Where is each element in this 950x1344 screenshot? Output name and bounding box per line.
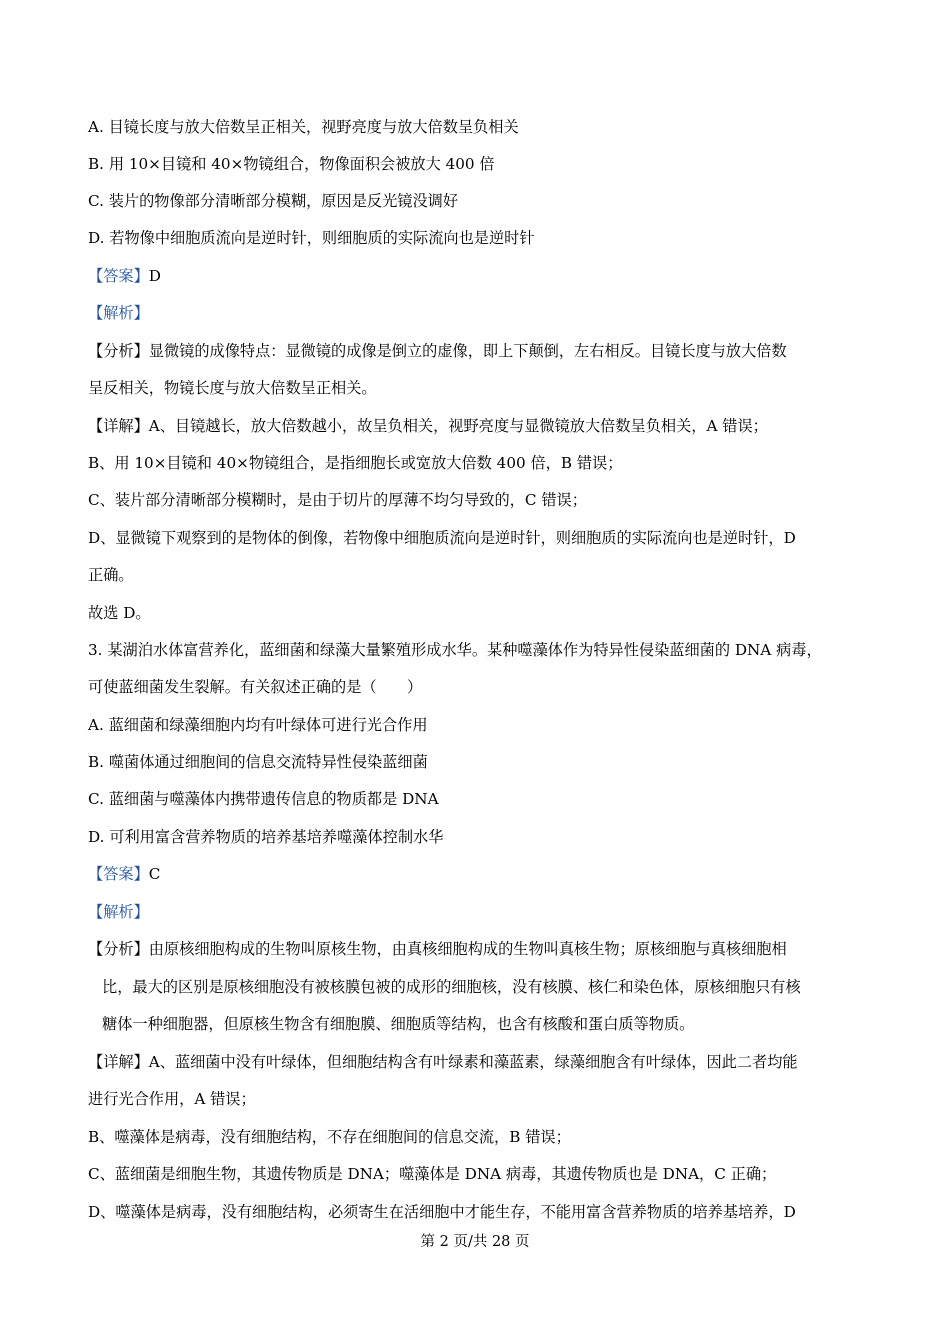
q3-option-b: B. 噬菌体通过细胞间的信息交流特异性侵染蓝细菌	[88, 753, 428, 771]
q2-jiexi-tag: 【解析】	[88, 304, 149, 322]
answer-value: D	[148, 267, 161, 285]
answer-tag: 【答案】	[88, 267, 149, 285]
q3-fenxi	[88, 939, 787, 959]
fenxi-tag: 【分析】	[88, 940, 149, 958]
q2-option-b: B. 用 10×目镜和 40×物镜组合，物像面积会被放大 400 倍	[88, 155, 495, 173]
fenxi-tag: 【分析】	[88, 342, 149, 360]
q3-xiangjie-line: 进行光合作用，A 错误；	[88, 1090, 256, 1108]
q3-option-c: C. 蓝细菌与噬藻体内携带遗传信息的物质都是 DNA	[88, 790, 439, 808]
q2-option-a: A. 目镜长度与放大倍数呈正相关，视野亮度与放大倍数呈负相关	[88, 118, 519, 136]
q2-fenxi	[88, 341, 787, 361]
xiangjie-text: A、目镜越长，放大倍数越小，故呈负相关，视野亮度与显微镜放大倍数呈负相关，A 错误；	[148, 417, 768, 435]
fenxi-text: 显微镜的成像特点：显微镜的成像是倒立的虚像，即上下颠倒，左右相反。目镜长度与放大倍数	[148, 342, 787, 360]
q3-xiangjie-line: B、噬藻体是病毒，没有细胞结构，不存在细胞间的信息交流，B 错误；	[88, 1128, 571, 1146]
q2-xiangjie-line: C、装片部分清晰部分模糊时，是由于切片的厚薄不均匀导致的，C 错误；	[88, 491, 587, 509]
q3-jiexi-tag: 【解析】	[88, 903, 149, 921]
q2-xiangjie-line: D、显微镜下观察到的是物体的倒像，若物像中细胞质流向是逆时针，则细胞质的实际流向也是逆时针，D	[88, 529, 796, 547]
q3-xiangjie-line: C、蓝细菌是细胞生物，其遗传物质是 DNA；噬藻体是 DNA 病毒，其遗传物质也是 DNA，C 正确；	[88, 1165, 777, 1183]
q2-fenxi-line: 呈反相关，物镜长度与放大倍数呈正相关。	[88, 379, 377, 397]
fenxi-text: 由原核细胞构成的生物叫原核生物，由真核细胞构成的生物叫真核生物；原核细胞与真核细胞相	[148, 940, 787, 958]
q2-option-d: D. 若物像中细胞质流向是逆时针，则细胞质的实际流向也是逆时针	[88, 229, 535, 247]
q3-answer	[88, 864, 160, 884]
xiangjie-tag: 【详解】	[88, 417, 149, 435]
q3-xiangjie-line: D、噬藻体是病毒，没有细胞结构，必须寄生在活细胞中才能生存，不能用富含营养物质的培养基培养，D	[88, 1203, 796, 1221]
xiangjie-tag: 【详解】	[88, 1053, 149, 1071]
q3-stem: 3. 某湖泊水体富营养化，蓝细菌和绿藻大量繁殖形成水华。某种噬藻体作为特异性侵染蓝细菌的 DNA 病毒，	[88, 641, 822, 659]
q3-fenxi-line: 糖体一种细胞器，但原核生物含有细胞膜、细胞质等结构，也含有核酸和蛋白质等物质。	[102, 1015, 695, 1033]
q2-xiangjie	[88, 416, 768, 436]
q3-fenxi-line: 比，最大的区别是原核细胞没有被核膜包被的成形的细胞核，没有核膜、核仁和染色体，原核细胞只有核	[102, 978, 801, 996]
q2-conclusion: 故选 D。	[88, 604, 151, 622]
q2-option-c: C. 装片的物像部分清晰部分模糊，原因是反光镜没调好	[88, 192, 459, 210]
q2-xiangjie-line: 正确。	[88, 566, 134, 584]
page-number-footer: 第 2 页/共 28 页	[420, 1234, 530, 1250]
q3-option-d: D. 可利用富含营养物质的培养基培养噬藻体控制水华	[88, 828, 444, 846]
xiangjie-text: A、蓝细菌中没有叶绿体，但细胞结构含有叶绿素和藻蓝素，绿藻细胞含有叶绿体，因此二者均能	[148, 1053, 798, 1071]
q3-stem-line: 可使蓝细菌发生裂解。有关叙述正确的是（ ）	[88, 678, 423, 696]
answer-value: C	[148, 865, 161, 883]
answer-tag: 【答案】	[88, 865, 149, 883]
q2-answer	[88, 266, 161, 286]
q2-xiangjie-line: B、用 10×目镜和 40×物镜组合，是指细胞长或宽放大倍数 400 倍，B 错误；	[88, 454, 623, 472]
q3-xiangjie	[88, 1052, 798, 1072]
q3-option-a: A. 蓝细菌和绿藻细胞内均有叶绿体可进行光合作用	[88, 716, 428, 734]
